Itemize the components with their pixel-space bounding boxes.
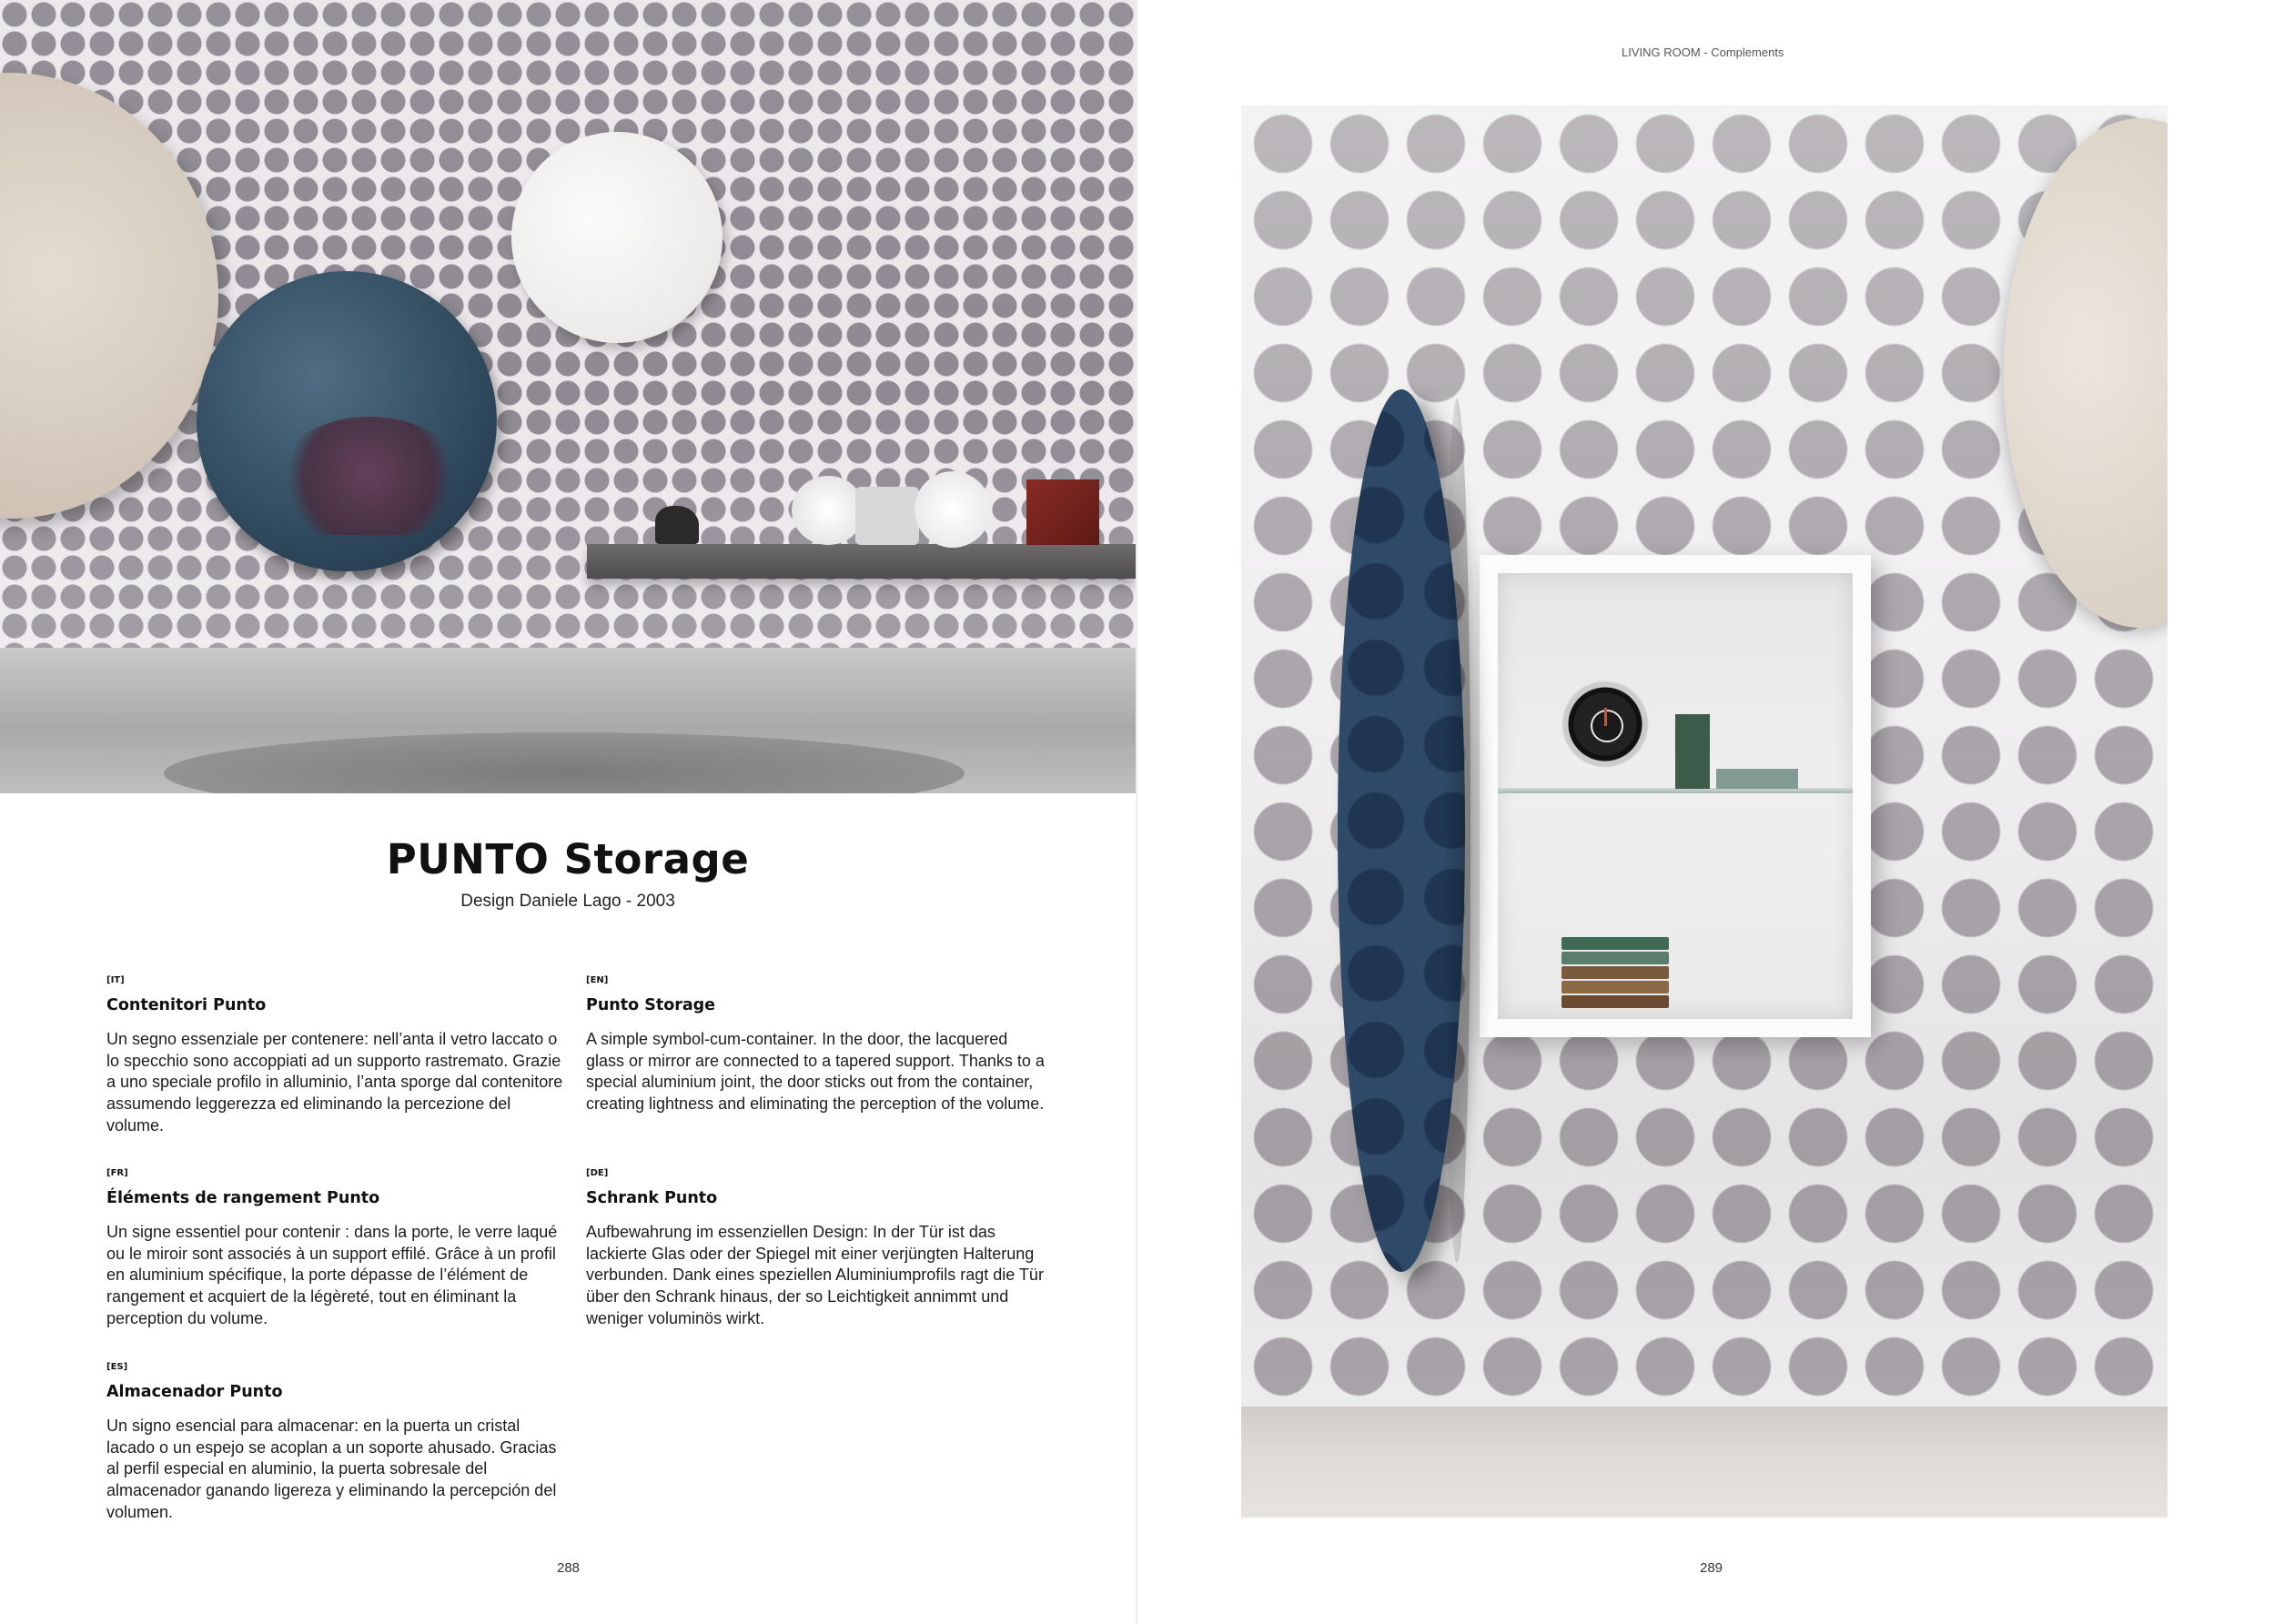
section-body: Un segno essenziale per contenere: nell’anta il vetro laccato o lo specchio sono accoppiati ad un supporto rastremato. Grazie a uno speciale profilo in alluminio, l’anta sporge dal contenitore assumendo leggerezza ed eliminando la percezione del volume.: [106, 1030, 563, 1135]
section-body: A simple symbol-cum-container. In the door, the lacquered glass or mirror are connected to a tapered support. Thanks to a special aluminium joint, the door sticks out from the container, creating lightness and eliminating the perception of the volume.: [586, 1030, 1045, 1114]
section-title: Éléments de rangement Punto: [106, 1189, 380, 1207]
plant-reflection: [278, 417, 460, 535]
language-tag: [DE]: [586, 1168, 609, 1178]
right-page: [1137, 0, 2274, 1624]
section-en: [586, 975, 1050, 1115]
green-vase: [1675, 714, 1710, 789]
storage-unit-photo: [1241, 106, 2168, 1518]
punto-cabinet: [1480, 555, 1871, 1037]
section-body: Un signo esencial para almacenar: en la puerta un cristal lacado o un espejo se acoplan a un soporte ahusado. Gracias al perfil especial en aluminio, la puerta sobresale del almacenador ganando ligereza y eliminando la percepción del volumen.: [106, 1417, 557, 1521]
book: [1561, 952, 1669, 964]
product-title: PUNTO Storage: [386, 835, 750, 883]
clock-face: [1591, 710, 1623, 742]
dark-ornament: [655, 506, 699, 544]
left-page: [0, 0, 1136, 1624]
section-title: Punto Storage: [586, 996, 716, 1014]
cabinet-interior: [1498, 573, 1853, 1019]
section-title: Almacenador Punto: [106, 1383, 283, 1401]
section-de: [586, 1168, 1050, 1330]
glass-object: [1716, 769, 1798, 789]
red-box: [1026, 479, 1099, 545]
door-edge-shadow: [1443, 398, 1471, 1263]
white-speaker-right: [915, 471, 991, 548]
book: [1561, 995, 1669, 1008]
page-number: 289: [1700, 1560, 1723, 1576]
section-body: Un signe essentiel pour contenir : dans la porte, le verre laqué ou le miroir sont associés à un support effilé. Grâce à un profil en aluminium spécifique, la porte dépasse de l’élément de rangement et acquiert de la légèreté, tout en éliminant la perception du volume.: [106, 1223, 558, 1327]
wall-shelf: [587, 544, 1136, 579]
docking-station: [855, 487, 919, 545]
white-speaker-left: [792, 476, 864, 545]
page-number: 288: [557, 1560, 581, 1576]
section-es: [106, 1362, 571, 1524]
book: [1561, 981, 1669, 994]
section-it: [106, 975, 571, 1137]
white-round-panel: [511, 132, 723, 343]
book-stack: [1561, 937, 1671, 1019]
section-title: Contenitori Punto: [106, 996, 267, 1014]
language-tag: [ES]: [106, 1362, 128, 1372]
section-body: Aufbewahrung im essenziellen Design: In der Tür ist das lackierte Glas oder der Spiegel mit einer verjüngten Halterung verbunden. Dank eines speziellen Aluminiumprofils ragt die Tür über den Schrank hinaus, der so Leichtigkeit annimmt und weniger voluminös wirkt.: [586, 1223, 1044, 1327]
clock: [1561, 681, 1649, 768]
running-head: LIVING ROOM - Complements: [1622, 45, 1784, 59]
language-tag: [FR]: [106, 1168, 128, 1178]
language-tag: [EN]: [586, 975, 609, 985]
language-tag: [IT]: [106, 975, 125, 985]
designer-credit: Design Daniele Lago - 2003: [460, 892, 675, 911]
wood-floor: [1241, 1407, 2168, 1518]
section-fr: [106, 1168, 571, 1330]
blue-round-mirror: [197, 271, 497, 571]
book: [1561, 966, 1669, 979]
living-room-photo: [0, 0, 1136, 793]
clock-hand: [1604, 708, 1607, 726]
section-title: Schrank Punto: [586, 1189, 718, 1207]
book: [1561, 937, 1669, 950]
